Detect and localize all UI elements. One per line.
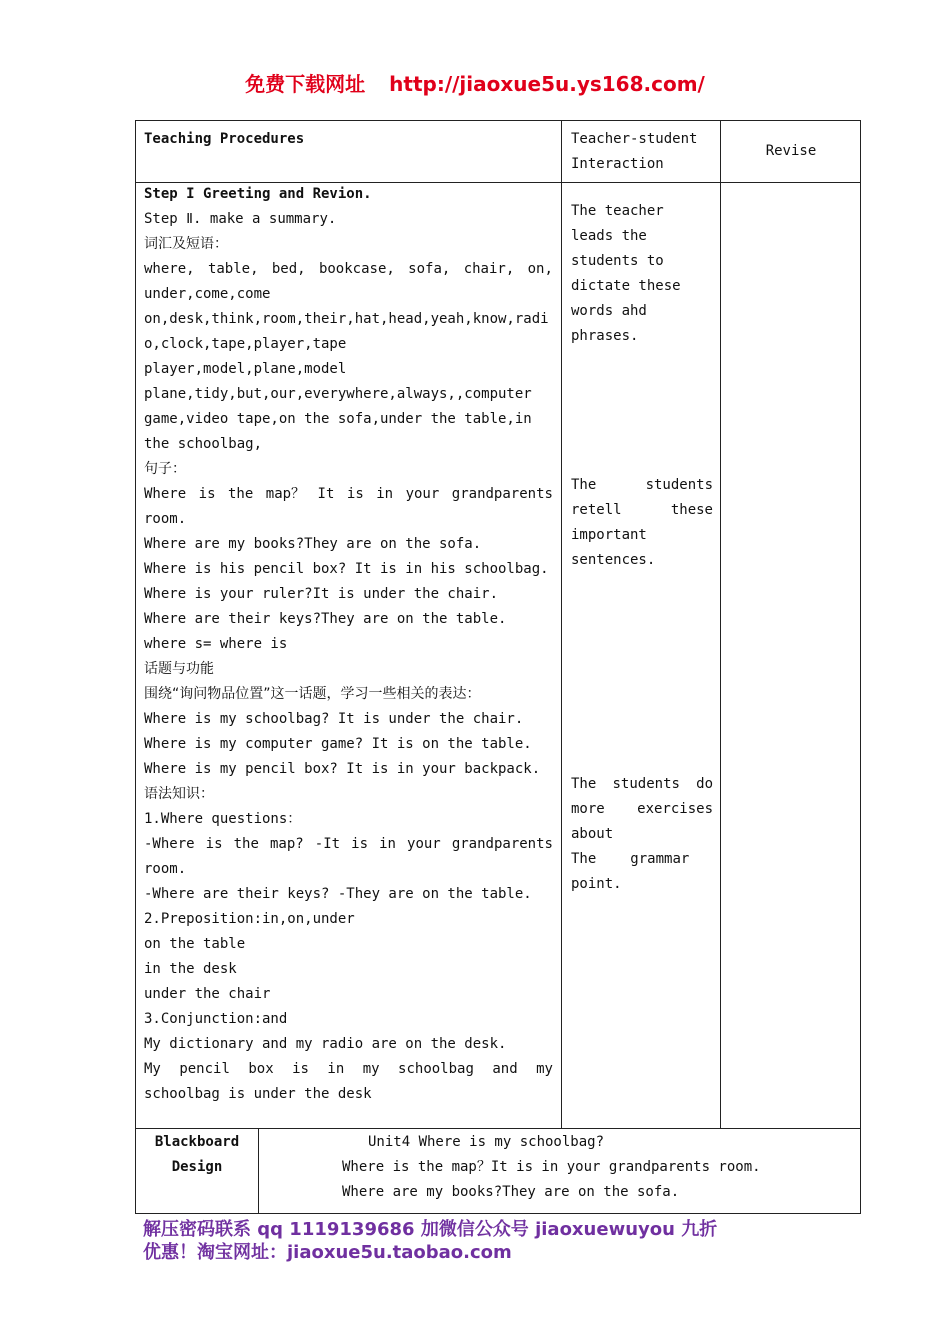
proc-line: the schoolbag, bbox=[144, 436, 263, 452]
blackboard-title: Unit4 Where is my schoolbag? bbox=[368, 1134, 605, 1150]
proc-line: 2.Preposition:in,on,under bbox=[144, 911, 355, 927]
procedures-content bbox=[144, 182, 553, 1107]
blackboard-line-2: Where are my books?They are on the sofa. bbox=[342, 1184, 680, 1200]
proc-line: under,come,come bbox=[144, 286, 271, 302]
proc-line: o,clock,tape,player,tape bbox=[144, 336, 347, 352]
proc-line: schoolbag is under the desk bbox=[144, 1086, 372, 1102]
page-footer bbox=[143, 1218, 843, 1264]
header-title: 免费下载网址 bbox=[245, 72, 366, 96]
proc-line: Where is his pencil box? It is in his schoolbag. bbox=[144, 561, 549, 577]
proc-line: My pencil box is in my schoolbag and my bbox=[144, 1061, 553, 1077]
blackboard-column-divider bbox=[258, 1128, 259, 1214]
proc-line: 围绕“询问物品位置”这一话题，学习一些相关的表达： bbox=[144, 686, 481, 702]
proc-line: game,video tape,on the sofa,under the table,in bbox=[144, 411, 532, 427]
proc-line: 句子： bbox=[144, 461, 186, 477]
proc-line: on the table bbox=[144, 936, 246, 952]
proc-line: -Where are their keys? -They are on the table. bbox=[144, 886, 532, 902]
blackboard-line-1: Where is the map？It is in your grandparents room. bbox=[342, 1159, 761, 1175]
proc-line: where s= where is bbox=[144, 636, 288, 652]
col-header-interaction-2: Interaction bbox=[571, 156, 664, 172]
proc-line: where, table, bed, bookcase, sofa, chair, on, bbox=[144, 261, 553, 277]
proc-line: on,desk,think,room,their,hat,head,yeah,know,radi bbox=[144, 311, 549, 327]
proc-line: Where is your ruler?It is under the chair. bbox=[144, 586, 499, 602]
col-header-interaction bbox=[571, 127, 697, 177]
footer-line-1: 解压密码联系 qq 1119139686 加微信公众号 jiaoxuewuyou 九折 bbox=[143, 1219, 718, 1240]
proc-line: Where are my books?They are on the sofa. bbox=[144, 536, 482, 552]
proc-line: 3.Conjunction:and bbox=[144, 1011, 288, 1027]
proc-line: Step I Greeting and Revion. bbox=[144, 186, 372, 202]
proc-line: Where is the map？ It is in your grandparents bbox=[144, 486, 553, 502]
proc-line: in the desk bbox=[144, 961, 237, 977]
proc-line: 1.Where questions： bbox=[144, 811, 302, 827]
footer-line-2[interactable]: 优惠！淘宝网址：jiaoxue5u.taobao.com bbox=[143, 1242, 512, 1263]
proc-line: Where are their keys?They are on the table. bbox=[144, 611, 507, 627]
proc-line: room. bbox=[144, 861, 187, 877]
interaction-block-3: The students do more exercises about The grammar point. bbox=[571, 776, 713, 892]
interaction-block-1: The teacher leads the students to dictate these words ahd phrases. bbox=[571, 203, 681, 344]
column-divider-1 bbox=[561, 121, 562, 1128]
proc-line: 词汇及短语： bbox=[144, 236, 228, 252]
blackboard-label: Blackboard Design bbox=[154, 1134, 240, 1175]
blackboard-divider bbox=[136, 1128, 860, 1129]
header-url[interactable]: http://jiaoxue5u.ys168.com/ bbox=[389, 72, 705, 96]
proc-line: Where is my computer game? It is on the table. bbox=[144, 736, 532, 752]
proc-line: Step Ⅱ. make a summary. bbox=[144, 211, 337, 227]
col-header-revise: Revise bbox=[765, 143, 817, 159]
page-header bbox=[0, 68, 950, 97]
proc-line: room. bbox=[144, 511, 187, 527]
col-header-procedures: Teaching Procedures bbox=[144, 131, 305, 147]
lesson-table bbox=[135, 120, 861, 1214]
proc-line: 语法知识： bbox=[144, 786, 214, 802]
proc-line: player,model,plane,model bbox=[144, 361, 347, 377]
proc-line: plane,tidy,but,our,everywhere,always,,computer bbox=[144, 386, 532, 402]
proc-line: Where is my pencil box? It is in your backpack. bbox=[144, 761, 541, 777]
proc-line: My dictionary and my radio are on the desk. bbox=[144, 1036, 507, 1052]
proc-line: under the chair bbox=[144, 986, 271, 1002]
proc-line: -Where is the map? -It is in your grandparents bbox=[144, 836, 553, 852]
column-divider-2 bbox=[720, 121, 721, 1128]
col-header-interaction-1: Teacher-student bbox=[571, 131, 698, 147]
interaction-block-2: The students retell these important sentences. bbox=[571, 477, 713, 568]
proc-line: Where is my schoolbag? It is under the chair. bbox=[144, 711, 524, 727]
proc-line: 话题与功能 bbox=[144, 661, 214, 677]
